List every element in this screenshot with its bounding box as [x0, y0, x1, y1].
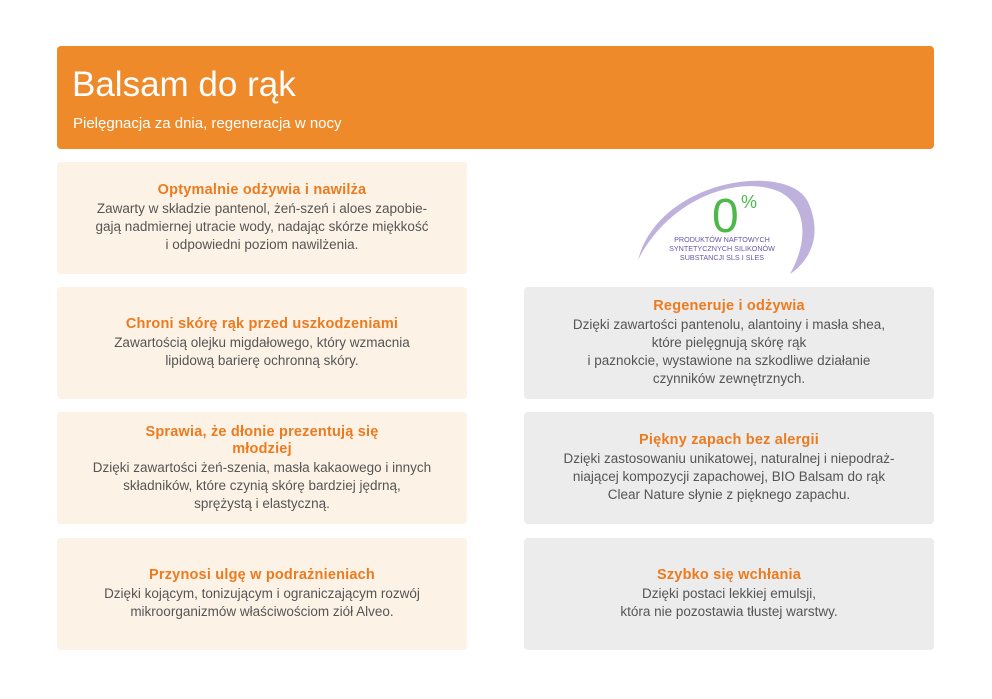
feature-card-scent [524, 412, 934, 524]
feature-card-regenerate [524, 287, 934, 399]
card-body: Dzięki postaci lekkiej emulsji, która nie pozostawia tłustej warstwy. [620, 586, 838, 619]
feature-card-protect [57, 287, 467, 399]
badge-percent: % [741, 192, 758, 212]
badge-number: 0 [712, 190, 739, 243]
card-body: Dzięki zawartości pantenolu, alantoiny i masła shea, które pielęgnują skórę rąk i paznokcie, wystawione na szkodliwe działanie czynników zewnętrznych. [572, 317, 886, 386]
card-title: Regeneruje i odżywia [653, 298, 805, 314]
feature-card-younger [57, 412, 467, 524]
card-title: Optymalnie odżywia i nawilża [157, 182, 367, 198]
card-body: Zawarty w składzie pantenol, żeń-szeń i aloes zapobie- gają nadmiernej utracie wody, nadając skórze miękkość i odpowiedni poziom nawilżenia. [95, 201, 429, 252]
badge-line-1: PRODUKTÓW NAFTOWYCH [674, 235, 770, 244]
header-banner [57, 46, 934, 149]
card-body: Dzięki zastosowaniu unikatowej, naturalnej i niepodraż- niającej kompozycji zapachowej, BIO Balsam do rąk Clear Nature słynie z pięknego zapachu. [563, 451, 895, 502]
card-title: Piękny zapach bez alergii [639, 432, 819, 448]
badge-line-3: SUBSTANCJI SLS I SLES [679, 253, 765, 262]
page-subtitle: Pielęgnacja za dnia, regeneracja w nocy [73, 115, 342, 132]
card-title: Chroni skórę rąk przed uszkodzeniami [125, 316, 399, 332]
card-body: Dzięki zawartości żeń-szenia, masła kakaowego i innych składników, które czynią skórę bardziej jędrną, sprężystą i elastyczną. [92, 459, 432, 511]
badge-line-2: SYNTETYCZNYCH SILIKONÓW [669, 244, 775, 253]
card-body: Dzięki kojącym, tonizującym i ograniczającym rozwój mikroorganizmów właściwościom ziół Alveo. [104, 586, 420, 619]
feature-card-soothe [57, 538, 467, 650]
card-title: Sprawia, że dłonie prezentują się młodziej [145, 423, 379, 457]
feature-card-nourish [57, 162, 467, 274]
card-title: Szybko się wchłania [656, 567, 802, 583]
card-body: Zawartością olejku migdałowego, który wzmacnia lipidową barierę ochronną skóry. [114, 335, 410, 368]
page-title: Balsam do rąk [72, 65, 296, 104]
feature-card-absorb [524, 538, 934, 650]
zero-percent-badge [630, 162, 820, 282]
card-title: Przynosi ulgę w podrażnieniach [149, 567, 375, 583]
